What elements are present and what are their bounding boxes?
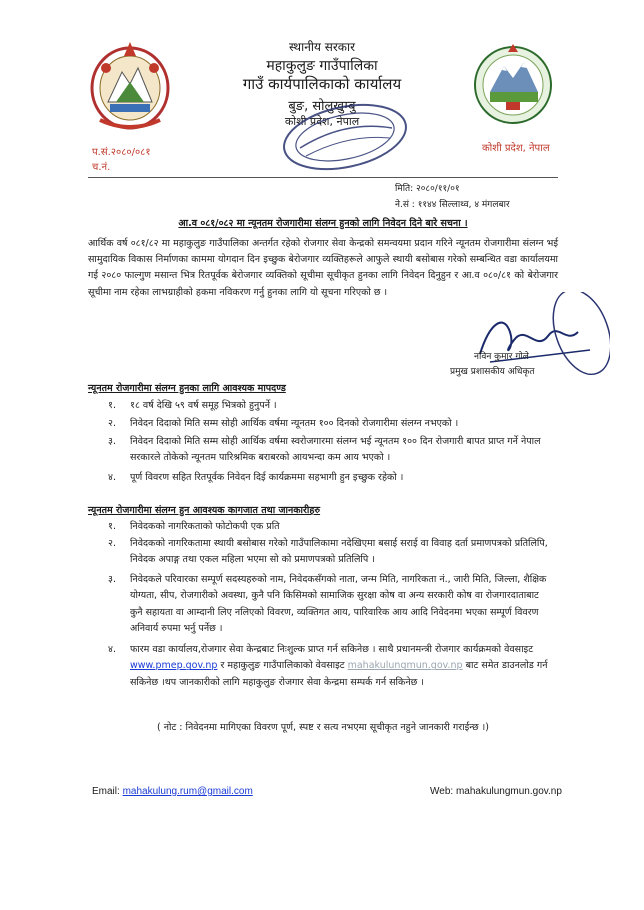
item-number: २. [108,538,116,549]
document-item [108,519,548,535]
notice-body: आर्थिक वर्ष ०८१/८२ मा महाकुलुङ गाउँपालिका अन्तर्गत रहेको रोजगार सेवा केन्द्रको समन्वयमा प्रदान गरिने न्यूनतम रोजगारीमा संलग्न भई सामुदायिक विकास निर्माणका काममा योगदान दिन इच्छुक बेरोजगार व्यक्तिहरूले आफुले स्थायी बसोबास गरेको सम्बन्धित वडा कार्यालयमा गई २०८० फाल्गुण मसान्त भित्र रितपूर्वक बेरोजगार व्यक्तिको सूचीमा सूचीकृत हुनका लागि निवेदन दिनुहुन र आ.व ०८०/८१ को बेरोजगार सूचीमा नाम रहेका लाभग्राहीको हकमा नविकरण गर्नु हुनका लागि यो सूचना गरिएको छ । [88,238,558,298]
header-divider [88,177,558,178]
header-line-office: गाउँ कार्यपालिकाको कार्यालय [242,75,402,93]
item-text: पूर्ण विवरण सहित रितपूर्वक निवेदन दिई कार्यक्रममा सहभागी हुन इच्छुक रहेको । [130,472,404,483]
item-number: २. [108,418,116,429]
item-text: निवेदकको नागरिकताको फोटोकपी एक प्रति [130,521,280,532]
footer-email [92,786,253,797]
item-text: निवेदन दिदाको मिति सम्म सोही आर्थिक वर्षमा न्यूनतम १०० दिनको रोजगारीमा संलग्न नभएको । [130,418,459,429]
item-number: ३. [108,574,116,585]
item-number: १. [108,521,116,532]
nepal-sambat-date: ने.सं : ११४४ सिल्लाथ्व, ४ मंगलबार [395,200,510,210]
reference-number: प.सं.२०८०/०८१ [92,147,151,158]
province-label: कोशी प्रदेश, नेपाल [482,143,550,154]
item-text [130,642,548,691]
item-text: १८ वर्ष देखि ५९ वर्ष समूह भित्रको हुनुपर्ने । [130,400,277,411]
item-number: ३. [108,436,116,447]
item-text: निवेदन दिदाको मिति सम्म सोही आर्थिक वर्षमा स्वरोजगारमा संलग्न भई न्यूनतम १०० दिन रोजगारी बापत प्राप्त गर्ने नेपाल सरकारले तोकेको न्यूनतम पारिश्रमिक बराबरको आयभन्दा कम आय भएको । [130,436,541,464]
item-text: निवेदकको नागरिकतामा स्थायी बसोबास गरेको गाउँपालिकामा नदेखिएमा बसाई सराई वा विवाह दर्ता प्रमाणपत्रको प्रतिलिपि, निवेदक अपाङ्ग तथा एकल महिला भएमा सो को प्रमाणपत्रको प्रतिलिपि । [130,538,548,566]
item-text-part: फारम वडा कार्यालय,रोजगार सेवा केन्द्रबाट निःशुल्क प्राप्त गर्न सकिनेछ । साथै प्रधानमन्त्री रोजगार कार्यक्रमको वेवसाइट [130,644,533,655]
document-item [108,572,548,638]
closing-note: ( नोट : निवेदनमा मागिएका विवरण पूर्ण, स्पष्ट र सत्य नभएमा सूचीकृत नहुने जानकारी गराईन्छ ।) [157,722,489,733]
header-line-municipality: महाकुलुङ गाउँपालिका [266,58,378,74]
document-item [108,642,548,691]
item-text-part: र महाकुलुङ गाउँपालिकाको वेवसाइट [220,660,345,672]
item-number: ४. [108,472,116,483]
item-text: निवेदकले परिवारका सम्पूर्ण सदस्यहरुको नाम, निवेदकसँगको नाता, जन्म मिति, नागरिकता नं., जारी मिति, जिल्ला, शैक्षिक योग्यता, सीप, रोजगारीको अवस्था, कुनै पनि किसिमको सामाजिक सुरक्षा कोष वा अन्य सरकारी कोष वा रोजगारदाताबाट कुनै सहायता वा आम्दानी लिए नलिएको विवरण, व्यक्तिगत आय, पारिवारिक आय आदि निवेदनमा भएका सम्पूर्ण विवरण अनिवार्य रुपमा भर्नु पर्नेछ । [130,574,547,635]
header-line-local-government: स्थानीय सरकार [289,40,355,54]
section-documents-heading: न्यूनतम रोजगारीमा संलग्न हुन आवश्यक कागजात तथा जानकारीहरु [88,505,321,516]
municipality-website-link[interactable]: mahakulungmun.gov.np [347,660,463,672]
notice-title: आ.व ०८१/०८२ मा न्यूनतम रोजगारीमा संलग्न हुनको लागि निवेदन दिने बारे सचना । [178,218,468,229]
email-link[interactable]: mahakulung.rum@gmail.com [122,786,253,797]
email-label: Email: [92,786,120,797]
item-number: १. [108,400,116,411]
pmep-website-link[interactable]: www.pmep.gov.np [130,660,218,672]
criteria-item [108,434,548,467]
signatory-title: प्रमुख प्रशासकीय अधिकृत [450,367,535,377]
footer-website: Web: mahakulungmun.gov.np [430,786,562,797]
date-line: मिति: २०८०/११/०१ [395,184,460,194]
document-item [108,536,548,569]
item-text-part: बाट समेत डाउनलोड गर्न सकिनेछ ।थप जानकारीको लागि महाकुलुङ रोजगार सेवा केन्द्रमा सम्पर्क गर्न सकिनेछ । [130,660,548,688]
criteria-item [108,416,548,432]
dispatch-number: च.नं. [92,162,111,173]
criteria-item [108,398,548,414]
header-line-province: कोशी प्रदेश, नेपाल [284,115,360,128]
criteria-item [108,470,548,486]
section-criteria-heading: न्यूनतम रोजगारीमा संलग्न हुनका लागि आवश्यक मापदण्ड [88,383,286,394]
signatory-name: नविन कुमार गोले [474,352,529,362]
header-line-address: बुङ, सोलुखुम्बु [288,99,356,114]
item-number: ४. [108,644,116,655]
office-stamp [270,100,420,174]
